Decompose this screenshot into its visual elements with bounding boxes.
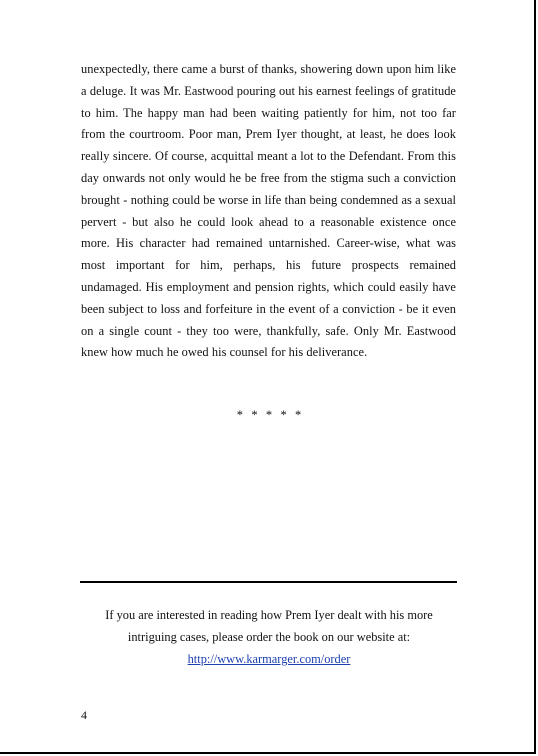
section-break-asterisk: *: [265, 408, 273, 422]
section-break-asterisk: *: [280, 408, 287, 422]
order-link[interactable]: http://www.karmarger.com/order: [187, 652, 351, 666]
section-break: [0, 408, 538, 423]
footer-line-2: intriguing cases, please order the book on our website at:: [127, 630, 411, 644]
section-break-asterisk: *: [295, 408, 302, 422]
footer-link-line: [0, 648, 538, 670]
section-break-asterisk: *: [251, 408, 258, 422]
footer-line-1: If you are interested in reading how Prem Iyer dealt with his more: [105, 608, 433, 622]
footer-rule: [80, 581, 457, 583]
footer: [0, 604, 538, 670]
page-number: 4: [81, 708, 87, 722]
section-break-asterisk: *: [236, 408, 243, 422]
body-paragraph: unexpectedly, there came a burst of thanks, showering down upon him like a deluge. It was Mr. Eastwood pouring out his earnest feelings of gratitude to him. The happy man had been waiting patiently for him, not too far from the courtroom. Poor man, Prem Iyer thought, at least, he does look really sincere. Of course, acquittal meant a lot to the Defendant. From this day onwards not only would he be free from the stigma such a conviction brought - nothing could be worse in life than being condemned as a sexual pervert - but also he could look ahead to a reasonable existence once more. His character had remained untarnished. Career-wise, what was most important for him, perhaps, his future prospects remained undamaged. His employment and pension rights, which could easily have been subject to loss and forfeiture in the event of a conviction - be it even on a single count - they too were, thankfully, safe. Only Mr. Eastwood knew how much he owed his counsel for his deliverance.: [81, 62, 456, 360]
